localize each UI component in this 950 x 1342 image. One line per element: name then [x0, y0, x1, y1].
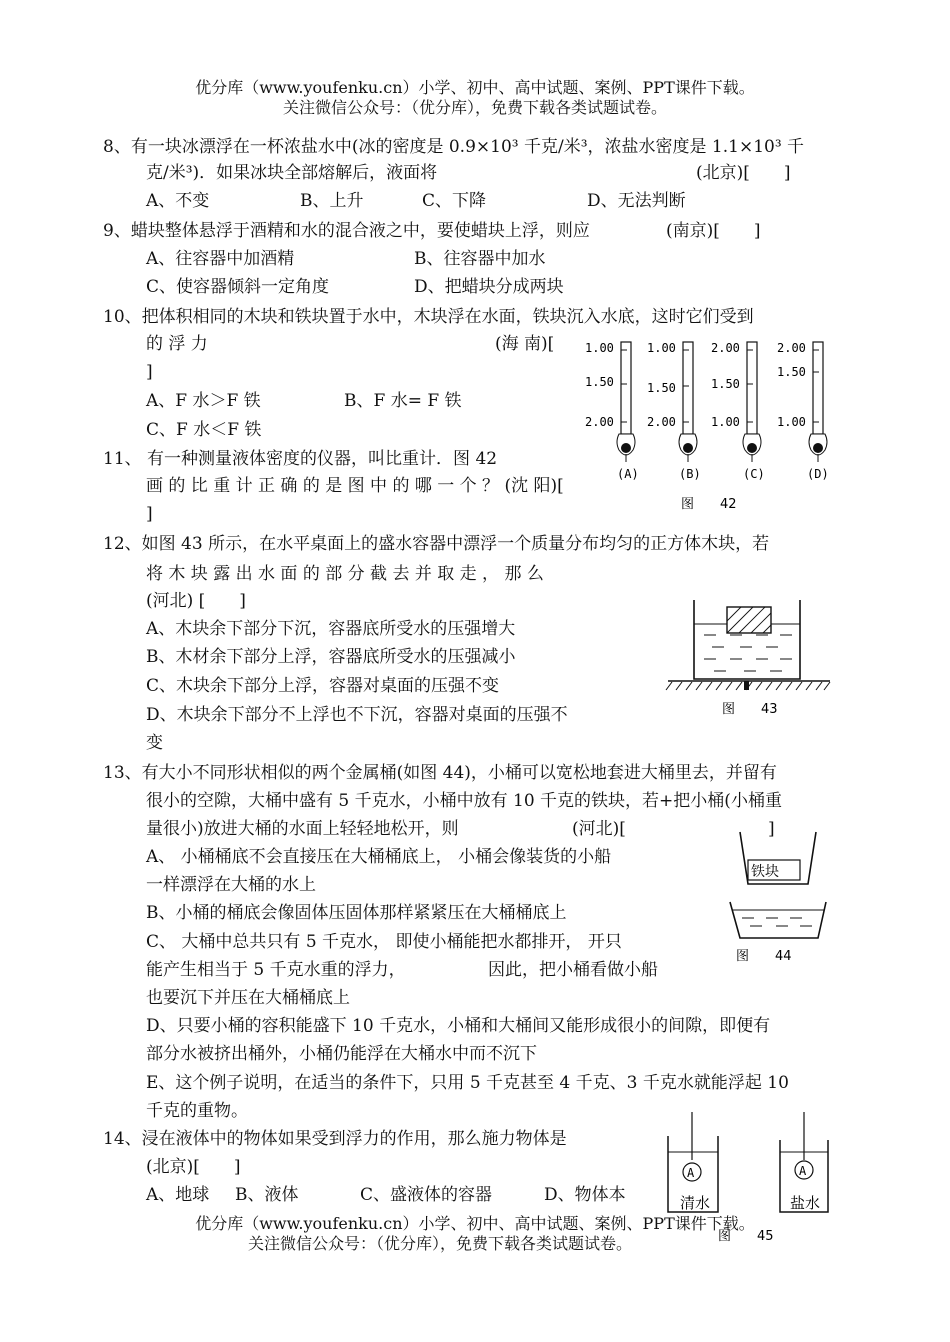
q13-source-close: ]: [768, 819, 775, 839]
q10-option-b: B、F 水= F 铁: [344, 391, 462, 411]
q13-option-c-2b: 因此，把小桶看做小船: [488, 960, 658, 980]
q8-option-a: A、不变: [146, 191, 210, 211]
q10-line-2: 的 浮 力: [146, 334, 208, 354]
footer-line-2: 关注微信公众号：（优分库），免费下载各类试题试卷。: [248, 1234, 633, 1253]
hydrometer-a: [585, 341, 639, 481]
hydrometer-a-top: 1.00: [585, 341, 614, 355]
hydrometer-b-mid: 1.50: [647, 381, 676, 395]
q14-line-1: 14、浸在液体中的物体如果受到浮力的作用，那么施力物体是: [103, 1129, 567, 1149]
q14-line-2: (北京)[ ]: [146, 1157, 241, 1177]
hydrometer-c-bottom: 1.00: [711, 415, 740, 429]
q12-line-1: 12、如图 43 所示，在水平桌面上的盛水容器中漂浮一个质量分布均匀的正方体木块，若: [103, 534, 770, 554]
hydrometer-c-label: (C): [743, 467, 765, 481]
figure-45-caption: 图 45: [718, 1229, 774, 1244]
q10-option-a: A、F 水＞F 铁: [146, 391, 261, 411]
q13-option-d-1: D、只要小桶的容积能盛下 10 千克水，小桶和大桶间又能形成很小的间隙，即便有: [146, 1016, 771, 1036]
q14-option-a: A、地球: [146, 1185, 210, 1205]
hydrometer-d: [777, 341, 829, 481]
q9-line-1: 9、蜡块整体悬浮于酒精和水的混合液之中，要使蜡块上浮，则应: [103, 221, 590, 241]
q8-source: (北京)[ ]: [696, 163, 791, 183]
hydrometer-d-top: 2.00: [777, 341, 806, 355]
q14-option-d: D、物体本: [544, 1185, 626, 1205]
hydrometer-c-mid: 1.50: [711, 377, 740, 391]
q12-option-d-cont: 变: [146, 733, 163, 753]
q12-option-a: A、木块余下部分下沉，容器底所受水的压强增大: [146, 619, 516, 639]
q11-line-1: 11、 有一种测量液体密度的仪器，叫比重计．图 42: [103, 449, 498, 469]
footer-line-1: 优分库（www.youfenku.cn）小学、初中、高中试题、案例、PPT课件下载。: [195, 1214, 755, 1233]
header-line-1: 优分库（www.youfenku.cn）小学、初中、高中试题、案例、PPT课件下载。: [195, 78, 755, 97]
hydrometer-b-label: (B): [679, 467, 701, 481]
q13-option-b: B、小桶的桶底会像固体压固体那样紧紧压在大桶桶底上: [146, 903, 567, 923]
q13-option-e-1: E、这个例子说明，在适当的条件下，只用 5 千克甚至 4 千克、3 千克水就能浮起 10: [146, 1073, 789, 1093]
q14-option-b: B、液体: [235, 1185, 299, 1205]
figure-44-caption: 图 44: [736, 949, 792, 964]
q13-line-2: 很小的空隙，大桶中盛有 5 千克水，小桶中放有 10 千克的铁块，若+把小桶(小桶重: [146, 791, 782, 811]
q8-line-2: 克/米³)．如果冰块全部熔解后，液面将: [146, 163, 438, 183]
q13-option-c-1: C、 大桶中总共只有 5 千克水， 即使小桶能把水都排开， 开只: [146, 932, 622, 952]
figure-42-caption: 图 42: [681, 497, 737, 512]
hydrometer-b: [647, 341, 701, 481]
q10-option-c: C、F 水＜F 铁: [146, 420, 262, 440]
q13-line-3: 量很小)放进大桶的水面上轻轻地松开，则: [146, 819, 459, 839]
hydrometer-a-label: (A): [617, 467, 639, 481]
meter-right-label: A: [799, 1164, 807, 1178]
q9-option-d: D、把蜡块分成两块: [414, 277, 564, 297]
q11-line-3: ]: [146, 504, 153, 524]
hydrometer-c-top: 2.00: [711, 341, 740, 355]
q14-option-c: C、盛液体的容器: [360, 1185, 493, 1205]
q10-line-3: ]: [146, 362, 153, 382]
q12-line-2: 将 木 块 露 出 水 面 的 部 分 截 去 并 取 走 ， 那 么: [146, 564, 544, 584]
q8-option-b: B、上升: [300, 191, 364, 211]
q8-line-1: 8、有一块冰漂浮在一杯浓盐水中(冰的密度是 0.9×10³ 千克/米³，浓盐水密度是 1.1×10³ 千: [103, 137, 805, 157]
q9-source: (南京)[ ]: [666, 221, 761, 241]
q12-option-b: B、木材余下部分上浮，容器底所受水的压强减小: [146, 647, 516, 667]
q12-line-3: (河北) [ ]: [146, 591, 246, 611]
q13-option-d-2: 部分水被挤出桶外，小桶仍能浮在大桶水中而不沉下: [146, 1044, 537, 1064]
hydrometer-d-mid: 1.50: [777, 365, 806, 379]
q12-option-d: D、木块余下部分不上浮也不下沉，容器对桌面的压强不: [146, 705, 568, 725]
meter-left-label: A: [687, 1166, 695, 1180]
q8-option-d: D、无法判断: [587, 191, 686, 211]
figure-43: [664, 595, 834, 720]
figure-42: [585, 338, 845, 518]
q13-source: (河北)[: [572, 819, 626, 839]
q13-line-1: 13、有大小不同形状相似的两个金属桶(如图 44)，小桶可以宽松地套进大桶里去，并留有: [103, 763, 777, 783]
q13-option-c-3: 也要沉下并压在大桶桶底上: [146, 988, 350, 1008]
q13-option-a-2: 一样漂浮在大桶的水上: [146, 875, 316, 895]
q10-line-1: 10、把体积相同的木块和铁块置于水中，木块浮在水面，铁块沉入水底，这时它们受到: [103, 307, 754, 327]
q13-option-c-2: 能产生相当于 5 千克水重的浮力，: [146, 960, 406, 980]
q13-option-e-2: 千克的重物。: [146, 1101, 248, 1121]
header-line-2: 关注微信公众号：（优分库），免费下载各类试题试卷。: [282, 98, 667, 117]
salt-water-label: 盐水: [790, 1194, 821, 1212]
hydrometer-c: [711, 341, 765, 481]
clear-water-label: 清水: [680, 1194, 711, 1212]
q8-option-c: C、下降: [422, 191, 487, 211]
figure-43-caption: 图 43: [722, 702, 778, 717]
figure-44: [722, 828, 832, 968]
q9-option-c: C、使容器倾斜一定角度: [146, 277, 330, 297]
q13-option-a-1: A、 小桶桶底不会直接压在大桶桶底上， 小桶会像装货的小船: [146, 847, 612, 867]
hydrometer-a-mid: 1.50: [585, 375, 614, 389]
hydrometer-d-label: (D): [807, 467, 829, 481]
q12-option-c: C、木块余下部分上浮，容器对桌面的压强不变: [146, 676, 500, 696]
hydrometer-a-bottom: 2.00: [585, 415, 614, 429]
q9-option-b: B、往容器中加水: [414, 249, 546, 269]
iron-block-label: 铁块: [751, 864, 779, 880]
q9-option-a: A、往容器中加酒精: [146, 249, 295, 269]
hydrometer-b-top: 1.00: [647, 341, 676, 355]
q10-source: (海 南)[: [495, 334, 555, 354]
hydrometer-b-bottom: 2.00: [647, 415, 676, 429]
hydrometer-d-bottom: 1.00: [777, 415, 806, 429]
q11-line-2: 画 的 比 重 计 正 确 的 是 图 中 的 哪 一 个 ？ (沈 阳)[: [146, 476, 564, 496]
